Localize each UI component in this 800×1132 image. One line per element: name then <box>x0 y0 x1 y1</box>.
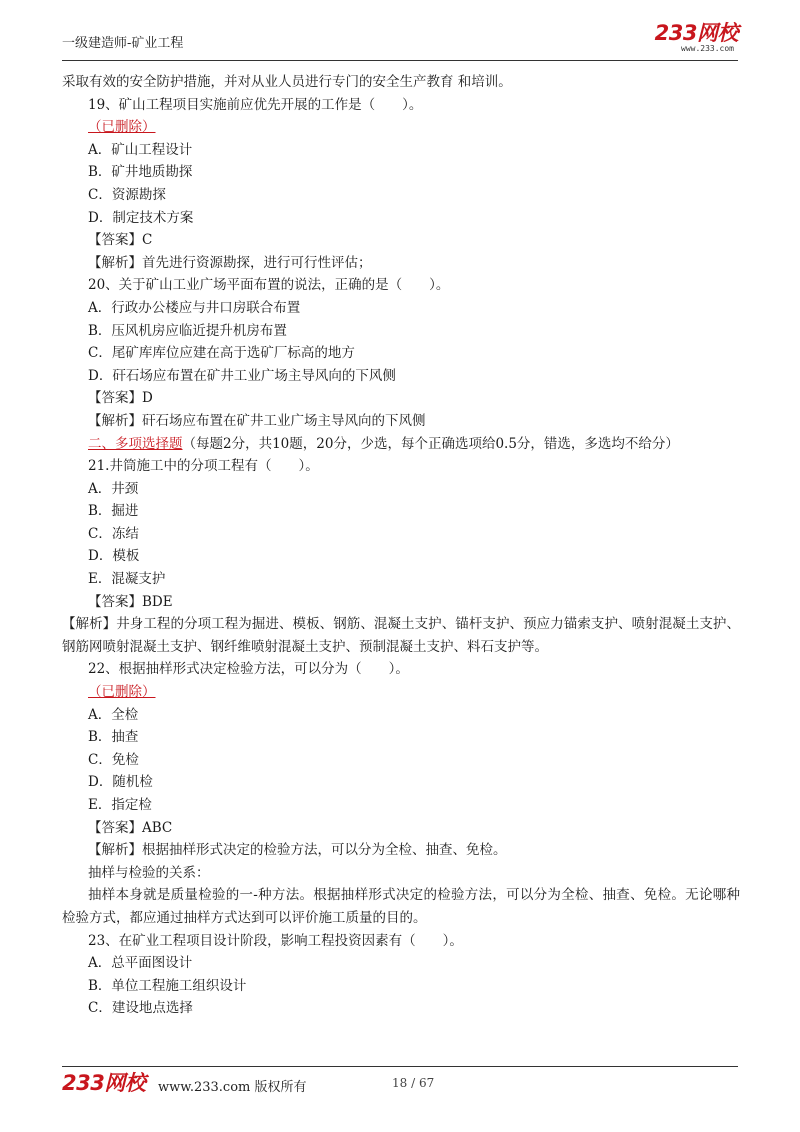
deleted-mark <box>62 116 740 139</box>
subheading: 抽样与检验的关系： <box>88 864 210 881</box>
option-c: C．资源勘探 <box>88 186 166 203</box>
option-b: B．矿井地质勘探 <box>88 164 193 181</box>
option-a: A．总平面图设计 <box>88 955 193 972</box>
answer: 【答案】ABC <box>88 819 173 836</box>
section-title: 二、多项选择题 <box>88 435 183 452</box>
page-footer <box>62 1072 738 1096</box>
section-heading <box>62 433 740 456</box>
option-d: D．随机检 <box>88 774 153 791</box>
option-a: A．井颈 <box>88 480 139 497</box>
answer: 【答案】BDE <box>88 593 173 610</box>
footer-divider <box>62 1066 738 1067</box>
option-d: D．矸石场应布置在矿井工业广场主导风向的下风侧 <box>88 367 396 384</box>
page-header <box>62 22 738 58</box>
document-title: 一级建造师-矿业工程 <box>62 36 184 51</box>
option-e: E．指定检 <box>88 797 152 813</box>
question-21: 21.井筒施工中的分项工程有（ ）。 <box>88 458 319 475</box>
answer: 【答案】D <box>88 390 153 407</box>
brand-logo <box>655 22 738 53</box>
question-20: 20、关于矿山工业广场平面布置的说法，正确的是（ ）。 <box>88 277 450 294</box>
text-line: 采取有效的安全防护措施，并对从业人员进行专门的安全生产教育 和培训。 <box>62 74 512 90</box>
option-a: A．全检 <box>88 706 139 723</box>
option-b: B．单位工程施工组织设计 <box>88 977 247 994</box>
option-b: B．抽查 <box>88 729 139 746</box>
answer: 【答案】C <box>88 232 153 249</box>
question-23: 23、在矿业工程项目设计阶段，影响工程投资因素有（ ）。 <box>88 932 463 949</box>
deleted-mark <box>62 681 740 704</box>
explanation: 【解析】根据抽样形式决定的检验方法，可以分为全检、抽查、免检。 <box>88 842 507 859</box>
option-c: C．建设地点选择 <box>88 1000 193 1017</box>
option-e: E．混凝支护 <box>88 571 166 588</box>
section-note: （每题2分，共10题，20分，少选，每个正确选项给0.5分，错选，多选均不给分） <box>182 435 679 452</box>
option-a: A．行政办公楼应与井口房联合布置 <box>88 299 301 316</box>
option-d: D．制定技术方案 <box>88 209 194 226</box>
deleted-label: （已删除） <box>88 119 156 136</box>
footer-logo: 233网校 <box>62 1071 146 1095</box>
option-a: A．矿山工程设计 <box>88 141 193 158</box>
logo-url: www.233.com <box>681 44 734 53</box>
option-b: B．压风机房应临近提升机房布置 <box>88 322 287 339</box>
option-b: B．掘进 <box>88 503 139 520</box>
question-22: 22、根据抽样形式决定检验方法，可以分为（ ）。 <box>88 661 409 678</box>
paragraph: 抽样本身就是质量检验的一-种方法。根据抽样形式决定的检验方法，可以分为全检、抽查、免检。无论哪种检验方式，都应通过抽样方式达到可以评价施工质量的目的。 <box>62 887 740 926</box>
explanation: 【解析】首先进行资源勘探，进行可行性评估； <box>88 254 372 271</box>
option-d: D．模板 <box>88 548 140 565</box>
logo-text: 233网校 <box>654 21 738 45</box>
option-c: C．尾矿库库位应建在高于选矿厂标高的地方 <box>88 345 355 362</box>
question-19: 19、矿山工程项目实施前应优先开展的工作是（ ）。 <box>88 96 423 113</box>
page-number: 18 / 67 <box>392 1076 435 1090</box>
option-c: C．冻结 <box>88 525 139 542</box>
explanation: 【解析】矸石场应布置在矿井工业广场主导风向的下风侧 <box>88 412 426 429</box>
document-body <box>62 71 740 1020</box>
deleted-label: （已删除） <box>88 684 156 701</box>
explanation: 【解析】井身工程的分项工程为掘进、模板、钢筋、混凝土支护、锚杆支护、预应力锚索支护、喷射混凝土支护、钢筋网喷射混凝土支护、钢纤维喷射混凝土支护、预制混凝土支护、料石支护等。 <box>62 616 740 655</box>
header-divider <box>62 60 738 61</box>
option-c: C．免检 <box>88 751 139 768</box>
copyright-text: www.233.com 版权所有 <box>158 1080 307 1095</box>
